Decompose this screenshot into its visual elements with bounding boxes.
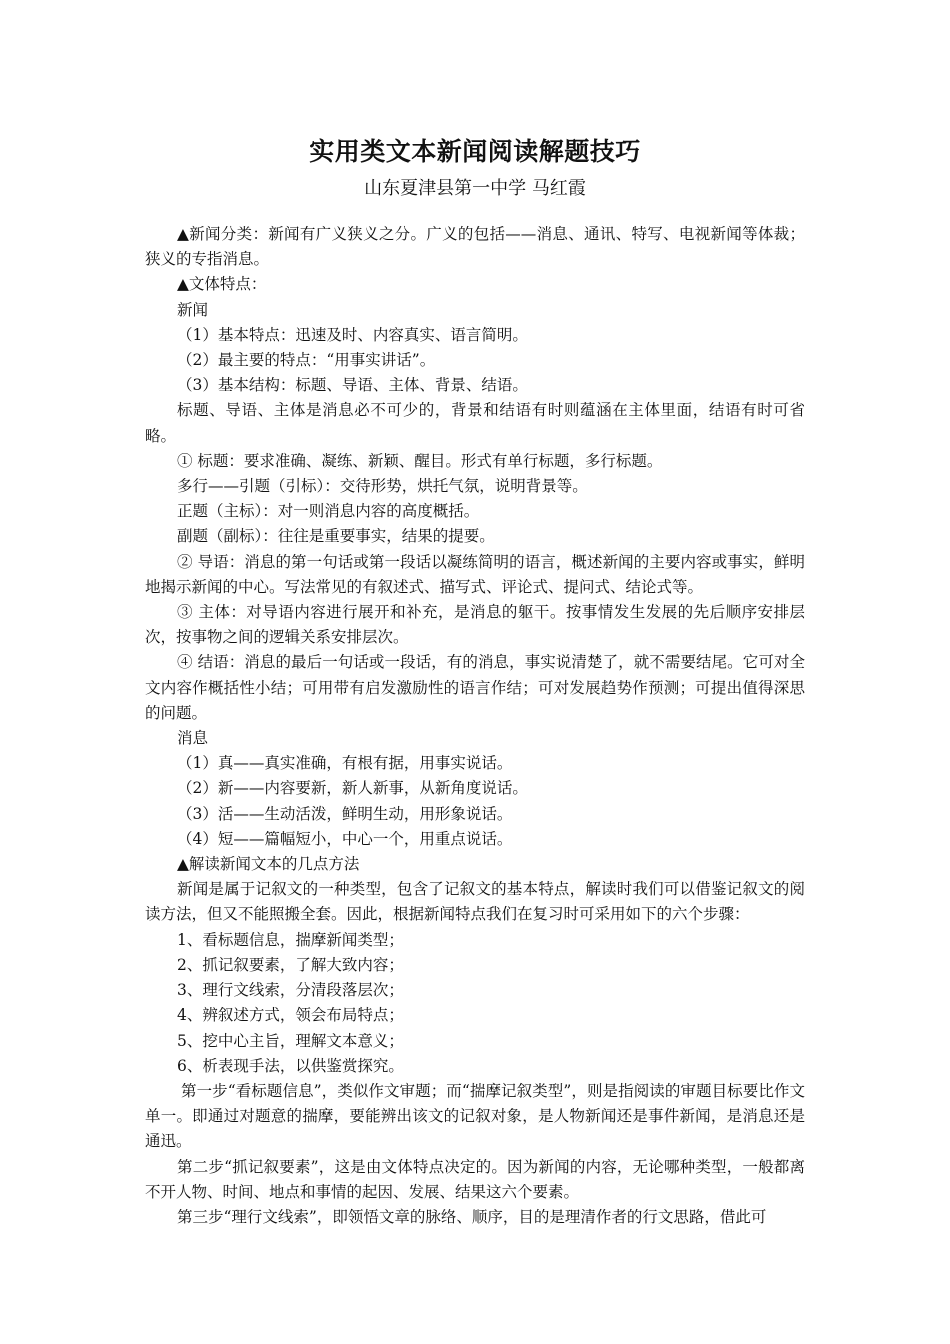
paragraph-multi-line-headline: 多行——引题（引标）：交待形势，烘托气氛，说明背景等。 (177, 477, 588, 496)
paragraph-body: ③ 主体：对导语内容进行展开和补充，是消息的躯干。按事情发生发展的先后顺序安排层次，按事物之间的逻辑关系安排层次。 (145, 603, 805, 647)
list-item-main-feature: （2）最主要的特点：“用事实讲话”。 (177, 351, 436, 370)
list-item-step-5: 5、挖中心主旨，理解文本意义； (177, 1031, 404, 1050)
paragraph-main-headline: 正题（主标）：对一则消息内容的高度概括。 (177, 502, 480, 521)
list-item-step-4: 4、辨叙述方式，领会布局特点； (177, 1006, 404, 1025)
document-author: 山东夏津县第一中学 马红霞 (364, 178, 586, 199)
list-item-step-6: 6、析表现手法，以供鉴赏探究。 (177, 1056, 404, 1075)
list-item-new: （2）新——内容要新，新人新事，从新角度说话。 (177, 779, 528, 798)
document-title: 实用类文本新闻阅读解题技巧 (309, 137, 641, 166)
paragraph-reading-methods-intro: 新闻是属于记叙文的一种类型，包含了记叙文的基本特点，解读时我们可以借鉴记叙文的阅读方法，但又不能照搬全套。因此，根据新闻特点我们在复习时可采用如下的六个步骤： (145, 880, 805, 924)
paragraph-style-features-heading: ▲文体特点： (177, 275, 267, 294)
paragraph-step-1-explanation: 第一步“看标题信息”，类似作文审题；而“揣摩记叙类型”，则是指阅读的审题目标要比作文单一。即通过对题意的揣摩，要能辨出该文的记叙对象，是人物新闻还是事件新闻，是消息还是通迅。 (145, 1081, 805, 1151)
paragraph-structure-note: 标题、导语、主体是消息必不可少的，背景和结语有时则蕴涵在主体里面，结语有时可省略。 (145, 401, 805, 445)
list-item-step-3: 3、理行文线索，分清段落层次； (177, 981, 404, 1000)
list-item-step-2: 2、抓记叙要素，了解大致内容； (177, 955, 404, 974)
paragraph-lead: ② 导语：消息的第一句话或第一段话以凝练简明的语言，概述新闻的主要内容或事实，鲜明地揭示新闻的中心。写法常见的有叙述式、描写式、评论式、提问式、结论式等。 (145, 552, 805, 596)
document-body (145, 222, 805, 1230)
paragraph-headline: ① 标题：要求准确、凝练、新颖、醒目。形式有单行标题，多行标题。 (177, 451, 663, 470)
paragraph-news-classification: ▲新闻分类：新闻有广义狭义之分。广义的包括——消息、通讯、特写、电视新闻等体裁；狭义的专指消息。 (145, 225, 805, 269)
list-item-short: （4）短——篇幅短小，中心一个，用重点说话。 (177, 829, 513, 848)
paragraph-step-2-explanation: 第二步“抓记叙要素”，这是由文体特点决定的。因为新闻的内容，无论哪种类型，一般都离不开人物、时间、地点和事情的起因、发展、结果这六个要素。 (145, 1157, 805, 1201)
paragraph-message-heading: 消息 (177, 729, 209, 748)
list-item-step-1: 1、看标题信息，揣摩新闻类型； (177, 930, 404, 949)
paragraph-ending: ④ 结语：消息的最后一句话或一段话，有的消息，事实说清楚了，就不需要结尾。它可对全文内容作概括性小结；可用带有启发激励性的语言作结；可对发展趋势作预测；可提出值得深思的问题。 (145, 653, 805, 722)
list-item-basic-features: （1）基本特点：迅速及时、内容真实、语言简明。 (177, 325, 528, 344)
list-item-basic-structure: （3）基本结构：标题、导语、主体、背景、结语。 (177, 376, 528, 395)
paragraph-news-heading: 新闻 (177, 300, 209, 319)
paragraph-reading-methods-heading: ▲解读新闻文本的几点方法 (177, 855, 360, 874)
list-item-true: （1）真——真实准确，有根有据，用事实说话。 (177, 754, 513, 773)
paragraph-step-3-explanation: 第三步“理行文线索”，即领悟文章的脉络、顺序，目的是理清作者的行文思路，借此可 (177, 1207, 767, 1226)
list-item-lively: （3）活——生动活泼，鲜明生动，用形象说话。 (177, 804, 513, 823)
paragraph-subheadline: 副题（副标）：往往是重要事实，结果的提要。 (177, 527, 495, 546)
